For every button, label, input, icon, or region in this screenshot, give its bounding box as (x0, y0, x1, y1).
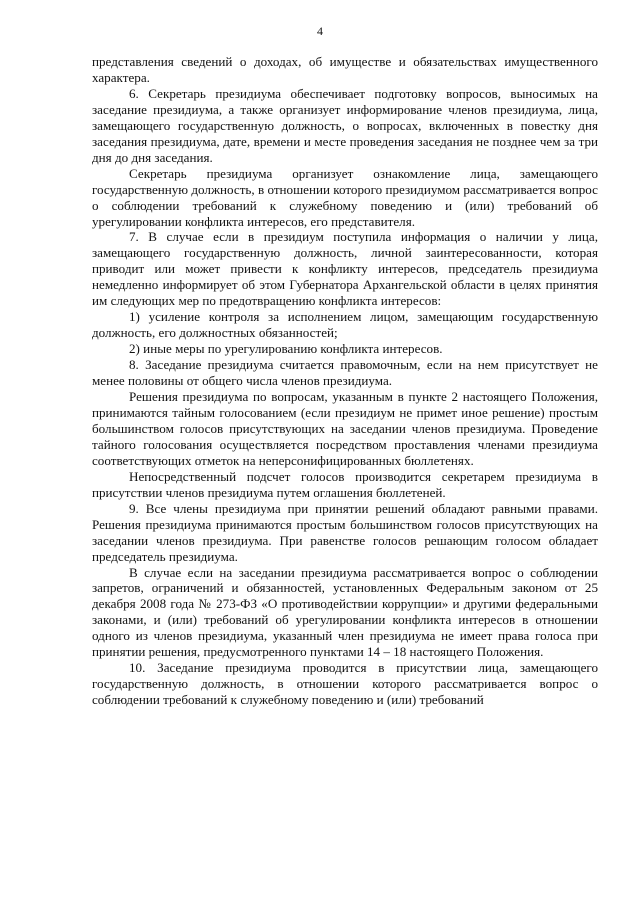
paragraph-continuation: представления сведений о доходах, об имуществе и обязательствах имущественного характера. (92, 54, 598, 85)
paragraph-item-8: 8. Заседание президиума считается правомочным, если на нем присутствует не менее половины от общего числа членов президиума. (92, 357, 598, 389)
page-number: 4 (317, 24, 323, 38)
paragraph-secretary-familiarization: Секретарь президиума организует ознакомление лица, замещающего государственную должность, в отношении которого президиумом рассматривается вопрос о соблюдении требований к служебному поведению и (или) требований об урегулировании конфликта интересов, его представителя. (92, 165, 598, 229)
paragraph-vote-count: Непосредственный подсчет голосов производится секретарем президиума в присутствии членов президиума путем оглашения бюллетеней. (92, 468, 598, 500)
paragraph-measure-2: 2) иные меры по урегулированию конфликта интересов. (129, 341, 443, 357)
paragraph-measure-1: 1) усиление контроля за исполнением лицом, замещающим государственную должность, его должностных обязанностей; (92, 309, 598, 341)
document-body (92, 54, 598, 708)
paragraph-item-7: 7. В случае если в президиум поступила информация о наличии у лица, замещающего государственную должность, личной заинтересованности, которая приводит или может привести к конфликту интересов, председатель президиума немедленно информирует об этом Губернатора Архангельской области в целях принятия им следующих мер по предотвращению конфликта интересов: (92, 229, 598, 309)
paragraph-item-6: 6. Секретарь президиума обеспечивает подготовку вопросов, выносимых на заседание президиума, а также организует информирование членов президиума, лица, замещающего государственную должность, о вопросах, включенных в повестку дня заседания президиума, дате, времени и месте проведения заседания не позднее чем за три дня до дня заседания. (92, 85, 598, 165)
paragraph-secret-voting: Решения президиума по вопросам, указанным в пункте 2 настоящего Положения, принимаются тайным голосованием (если президиум не примет иное решение) простым большинством голосов присутствующих на заседании членов президиума. Проведение тайного голосования осуществляется посредством проставления членами президиума соответствующих отметок на неперсонифицированных бюллетенях. (92, 389, 598, 468)
paragraph-conflict-voting: В случае если на заседании президиума рассматривается вопрос о соблюдении запретов, ограничений и обязанностей, установленных Федеральным законом от 25 декабря 2008 года № 273-ФЗ «О противодействии коррупции» и другими федеральными законами, и (или) требований об урегулировании конфликта интересов в отношении одного из членов президиума, указанный член президиума не имеет права голоса при принятии решения, предусмотренного пунктами 14 – 18 настоящего Положения. (92, 564, 598, 660)
paragraph-item-10: 10. Заседание президиума проводится в присутствии лица, замещающего государственную должность, в отношении которого рассматривается вопрос о соблюдении требований к служебному поведению и (или) требований (92, 660, 598, 708)
paragraph-item-9: 9. Все члены президиума при принятии решений обладают равными правами. Решения президиума принимаются простым большинством голосов присутствующих на заседании членов президиума. При равенстве голосов решающим голосом обладает председатель президиума. (92, 500, 598, 564)
